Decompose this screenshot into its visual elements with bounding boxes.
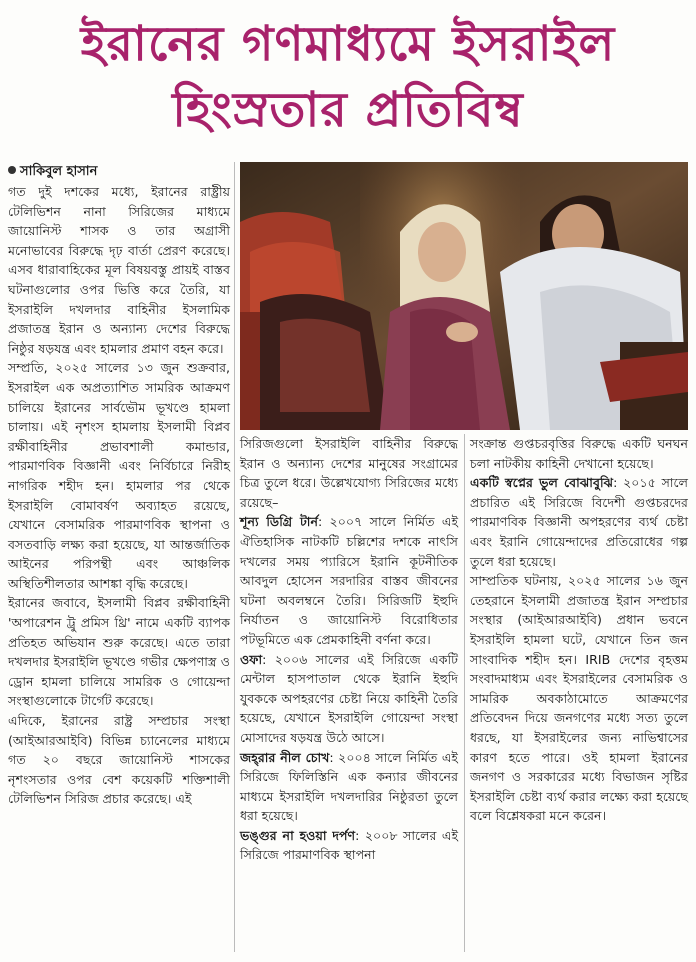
series-entry: [240, 512, 458, 649]
author-name: সাকিবুল হাসান: [20, 164, 98, 179]
series-entry: [470, 473, 688, 571]
series-entry: [240, 748, 458, 826]
article-column-1: [8, 162, 230, 809]
article-photo: [240, 162, 688, 430]
bullet-icon: [8, 166, 16, 174]
series-title: ওফা: [240, 651, 263, 667]
byline: [8, 162, 230, 182]
paragraph: সম্প্রতি, ২০২৫ সালের ১৩ জুন শুক্রবার, ইসরাইল এক অপ্রত্যাশিত সামরিক আক্রমণ চালিয়ে ইরানের সার্বভৌম ভূখণ্ডে হামলা চালায়। এই নৃশংস হামলায় ইসলামী বিপ্লব রক্ষীবাহিনীর প্রভাবশালী কমান্ডার, পারমাণবিক বিজ্ঞানী এবং নির্বিচারে নিরীহ নাগরিক শহীদ হন। হামলার পর থেকে ইসরাইলি বোমাবর্ষণ অব্যাহত রয়েছে, যেখানে বেসামরিক পারমাণবিক স্থাপনা ও বসতবাড়ি লক্ষ্য করা হয়েছে, যা আন্তর্জাতিক আইনের পরিপন্থী এবং আঞ্চলিক অস্থিতিশীলতার আশঙ্কা বৃদ্ধি করেছে।: [8, 360, 230, 591]
series-title: ভঙ্গুর না হওয়া দর্পণ: [240, 827, 356, 843]
series-description: : ২০০৮ সালের এই সিরিজে পারমাণবিক স্থাপনা: [240, 827, 458, 863]
headline-line-2: হিংস্রতার প্রতিবিম্ব: [172, 82, 524, 138]
article-column-2: [240, 434, 458, 865]
series-title: শূন্য ডিগ্রি টার্ন: [240, 514, 318, 530]
paragraph: সাম্প্রতিক ঘটনায়, ২০২৫ সালের ১৬ জুন তেহরানে ইসলামী প্রজাতন্ত্র ইরান সম্প্রচার সংস্থার (আইআরআইবি) প্রধান ভবনে ইসরাইলি হামলা ঘটে, যেখানে তিন জন সাংবাদিক শহীদ হন। IRIB দেশের বৃহত্তম সংবাদমাধ্যম এবং ইসরাইলের বেসামরিক ও সামরিক অবকাঠামোতে আক্রমণের প্রতিবেদন দিয়ে জনগণের মধ্যে সত্য তুলে ধরছে, যা ইসরাইলের জন্য নাভিশ্বাসের কারণ হতে পারে। ওই হামলা ইরানের জনগণ ও সরকারের মধ্যে বিভাজন সৃষ্টির ইসরাইলি চেষ্টা ব্যর্থ করার লক্ষ্যে করা হয়েছে বলে বিশ্লেষকরা মনে করেন।: [470, 573, 688, 824]
series-description: : ২০০৭ সালে নির্মিত এই ঐতিহাসিক নাটকটি চল্লিশের দশকে নাৎসি দখলের সময় প্যারিসে ইরানি কূটনীতিক আবদুল হোসেন সরদারির বাস্তব জীবনের ঘটনা অবলম্বনে তৈরি। সিরিজটি ইহুদি নির্যাতন ও জায়োনিস্ট বিরোধিতার পটভূমিতে এক প্রেমকাহিনী বর্ণনা করে।: [240, 514, 458, 647]
paragraph: সংক্রান্ত গুপ্তচরবৃত্তির বিরুদ্ধে একটি ঘনঘন চলা নাটকীয় কাহিনী দেখানো হয়েছে।: [470, 436, 688, 471]
column-divider: [234, 162, 235, 952]
paragraph: গত দুই দশকের মধ্যে, ইরানের রাষ্ট্রীয় টেলিভিশন নানা সিরিজের মাধ্যমে জায়োনিস্ট শাসক ও তার অগ্রাসী মনোভাবের বিরুদ্ধে দৃঢ় বার্তা প্রেরণ করেছে। এসব ধারাবাহিকের মূল বিষয়বস্তু প্রায়ই বাস্তব ঘটনাগুলোর ওপর ভিত্তি করে তৈরি, যা ইসরাইলি দখলদার বাহিনীর ইসলামিক প্রজাতন্ত্র ইরান ও অন্যান্য দেশের বিরুদ্ধে নিষ্ঠুর ষড়যন্ত্র এবং হামলার প্রমাণ বহন করে।: [8, 184, 230, 356]
paragraph: ইরানের জবাবে, ইসলামী বিপ্লব রক্ষীবাহিনী 'অপারেশন ট্রু প্রমিস থ্রি' নামে একটি ব্যাপক প্রতিহত অভিযান শুরু করেছে। এতে তারা দখলদার ইসরাইলি ভূখণ্ডে গভীর ক্ষেপণাস্ত্র ও ড্রোন হামলা চালিয়ে সামরিক ও গোয়েন্দা সংস্থাগুলোকে টার্গেট করেছে।: [8, 595, 230, 709]
series-entry: [240, 826, 458, 865]
series-title: একটি স্বপ্নের ভুল বোঝাবুঝি: [470, 475, 614, 491]
column-divider: [464, 434, 465, 952]
series-description: : ২০০৬ সালের এই সিরিজে একটি মেন্টাল হাসপাতাল থেকে ইরানি ইহুদি যুবককে অপহরণের চেষ্টা নিয়ে কাহিনী তৈরি হয়েছে, যেখানে ইসরাইলি গোয়েন্দা সংস্থা মোসাদের ষড়যন্ত্র উঠে আসে।: [240, 651, 458, 745]
headline-line-1: ইরানের গণমাধ্যমে ইসরাইল: [80, 16, 616, 72]
series-description: : ২০০৪ সালে নির্মিত এই সিরিজে ফিলিস্তিনি এক কন্যার জীবনের মাধ্যমে ইসরাইলি দখলদারির নিষ্ঠুরতা তুলে ধরা হয়েছে।: [240, 749, 458, 824]
article-column-3: [470, 434, 688, 826]
series-entry: [240, 650, 458, 748]
series-description: : ২০১৫ সালে প্রচারিত এই সিরিজে বিদেশী গুপ্তচরদের পারমাণবিক বিজ্ঞানী অপহরণের ব্যর্থ চেষ্টা এবং ইরানি গোয়েন্দাদের প্রতিরোধের গল্প তুলে ধরা হয়েছে।: [470, 475, 688, 569]
paragraph: সিরিজগুলো ইসরাইলি বাহিনীর বিরুদ্ধে ইরান ও অন্যান্য দেশের মানুষের সংগ্রামের চিত্র তুলে ধরে। উল্লেখযোগ্য সিরিজের মধ্যে রয়েছে–: [240, 436, 458, 510]
series-title: জহ্‌রার নীল চোখ: [240, 749, 330, 765]
paragraph: এদিকে, ইরানের রাষ্ট্র সম্প্রচার সংস্থা (আইআরআইবি) বিভিন্ন চ্যানেলের মাধ্যমে গত ২০ বছরে জায়োনিস্ট শাসকের নৃশংসতার ওপর বেশ কয়েকটি শক্তিশালী টেলিভিশন সিরিজ প্রচার করেছে। এই: [8, 713, 230, 807]
